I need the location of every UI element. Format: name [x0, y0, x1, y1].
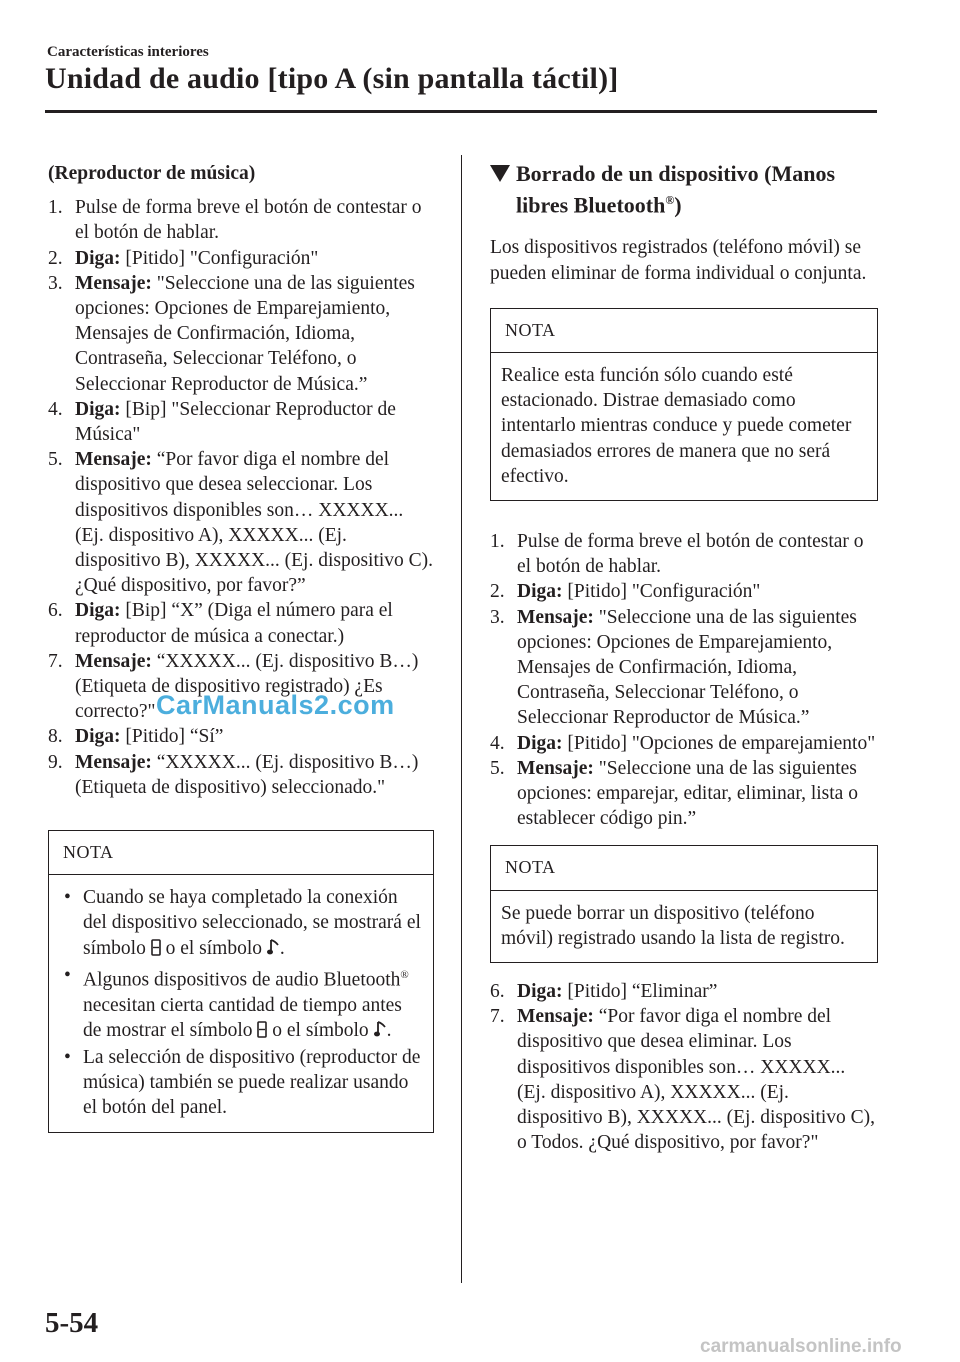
- step-item: [490, 731, 878, 756]
- step-number: 6.: [490, 981, 505, 1002]
- step-label: Diga:: [517, 981, 568, 1002]
- bullet-marker: •: [64, 887, 71, 909]
- step-label: Mensaje:: [75, 449, 157, 471]
- step-item: [490, 756, 878, 832]
- note-bullet: [59, 963, 423, 1045]
- note-text: Cuando se haya completado la conexión del dispositivo seleccionado, se mostrará el símbolo: [83, 887, 421, 959]
- heading-line: ): [674, 192, 682, 218]
- note-text: necesitan cierta cantidad de tiempo antes de mostrar el símbolo: [83, 994, 402, 1041]
- triangle-bullet-icon: [490, 165, 510, 182]
- right-steps-list-b: [490, 979, 878, 1155]
- step-text: “Por favor diga el nombre del dispositivo que desea seleccionar. Los dispositivos disponibles son… XXXXX... (Ej. dispositivo A), XXXXX... (Ej. dispositivo B), XXXXX... (Ej. dispositivo C). ¿Qué dispositivo, por favor?”: [75, 449, 434, 597]
- step-item: [48, 447, 434, 598]
- step-text: "Seleccione una de las siguientes opciones: emparejar, editar, eliminar, lista o establecer código pin.”: [517, 757, 858, 830]
- step-text: “Por favor diga el nombre del dispositivo que desea eliminar. Los dispositivos disponibles son… XXXXX... (Ej. dispositivo A), XXXXX... (Ej. dispositivo B), XXXXX... (Ej. dispositivo C), o Todos. ¿Qué dispositivo, por favor?": [517, 1006, 876, 1154]
- step-number: 8.: [48, 726, 63, 748]
- step-text: [Pitido] "Opciones de emparejamiento": [567, 732, 876, 754]
- note-text: o el símbolo: [160, 937, 267, 959]
- step-number: 6.: [48, 600, 63, 622]
- note-heading: NOTA: [491, 309, 877, 353]
- step-number: 4.: [48, 398, 63, 420]
- registered-mark: ®: [665, 193, 675, 207]
- step-item: [490, 529, 878, 579]
- step-item: [490, 605, 878, 731]
- step-text: [Bip] “X” (Diga el número para el reproductor de música a conectar.): [75, 600, 393, 647]
- step-item: [48, 397, 434, 447]
- step-number: 3.: [490, 606, 505, 628]
- step-label: Mensaje:: [517, 606, 599, 628]
- note-text: Algunos dispositivos de audio Bluetooth: [83, 969, 401, 991]
- note-bullet: [59, 1045, 423, 1121]
- section-label: Características interiores: [47, 44, 209, 60]
- step-item: [48, 750, 434, 800]
- right-column: [490, 161, 878, 1155]
- left-column: [48, 161, 434, 1133]
- step-label: Diga:: [75, 600, 126, 622]
- step-text: [Pitido] "Configuración": [125, 247, 319, 269]
- footer-site-text: carmanualsonline.info: [700, 1336, 902, 1357]
- step-number: 7.: [48, 650, 63, 672]
- step-label: Mensaje:: [75, 272, 157, 294]
- step-label: Diga:: [75, 726, 126, 748]
- note-bullets: [59, 885, 423, 1120]
- subhead-music-player: (Reproductor de música): [48, 163, 256, 184]
- note-box-right-1: [490, 308, 878, 501]
- step-text: Pulse de forma breve el botón de contestar o el botón de hablar.: [517, 530, 864, 578]
- note-bullet: [59, 885, 423, 963]
- step-label: Diga:: [75, 398, 126, 420]
- note-box-left: [48, 830, 434, 1133]
- step-item: [490, 1004, 878, 1155]
- step-number: 5.: [490, 757, 505, 779]
- note-body: [49, 875, 433, 1131]
- step-text: “XXXXX... (Ej. dispositivo B…) (Etiqueta de dispositivo) seleccionado.": [75, 751, 419, 798]
- step-number: 3.: [48, 272, 63, 294]
- step-number: 9.: [48, 751, 63, 773]
- step-text: Pulse de forma breve el botón de contestar o el botón de hablar.: [75, 197, 422, 244]
- phone-connected-icon: [151, 938, 161, 963]
- note-box-right-2: [490, 845, 878, 963]
- step-text: [Pitido] “Sí”: [125, 726, 224, 748]
- step-label: Diga:: [75, 247, 126, 269]
- page-number: 5-54: [45, 1307, 99, 1339]
- heading-line: Borrado de un dispositivo (Manos: [516, 161, 836, 186]
- step-label: Diga:: [517, 732, 568, 754]
- step-text: "Seleccione una de las siguientes opciones: Opciones de Emparejamiento, Mensajes de Confirmación, Idioma, Contraseña, Seleccionar Teléfono, o Seleccionar Reproductor de Música.”: [517, 606, 857, 729]
- step-number: 1.: [48, 197, 63, 219]
- note-text: .: [279, 937, 285, 959]
- step-text: [Bip] "Seleccionar Reproductor de Música": [75, 398, 396, 446]
- registered-mark: ®: [400, 968, 409, 981]
- note-text: o el símbolo: [267, 1019, 374, 1041]
- step-text: “XXXXX... (Ej. dispositivo B…) (Etiqueta de dispositivo registrado) ¿Es correcto?": [75, 650, 419, 723]
- step-label: Diga:: [517, 581, 568, 603]
- note-heading: NOTA: [491, 846, 877, 890]
- note-body: [491, 891, 877, 962]
- note-body: [491, 353, 877, 500]
- column-divider: [461, 155, 462, 1283]
- note-text: La selección de dispositivo (reproductor de música) también se puede realizar usando el botón del panel.: [83, 1047, 421, 1119]
- step-text: [Pitido] "Configuración": [567, 581, 761, 603]
- step-item: [48, 195, 434, 245]
- step-item: [490, 579, 878, 604]
- step-label: Mensaje:: [75, 751, 157, 773]
- page-title: Unidad de audio [tipo A (sin pantalla táctil)]: [45, 62, 619, 95]
- step-item: [48, 598, 434, 648]
- section-heading-delete-device: [490, 161, 878, 218]
- note-text: Realice esta función sólo cuando esté estacionado. Distrae demasiado como intentarlo mientras conduce y puede cometer demasiados errores de manera que no será efectivo.: [501, 364, 852, 487]
- watermark-text: CarManuals2.com: [156, 690, 395, 720]
- note-text: Se puede borrar un dispositivo (teléfono móvil) registrado usando la lista de registro.: [501, 902, 845, 949]
- step-number: 2.: [490, 581, 505, 603]
- note-heading: NOTA: [49, 831, 433, 875]
- step-text: "Seleccione una de las siguientes opciones: Opciones de Emparejamiento, Mensajes de Confirmación, Idioma, Contraseña, Seleccionar Teléfono, o Seleccionar Reproductor de Música.”: [75, 272, 415, 395]
- step-item: [490, 979, 878, 1004]
- bullet-marker: •: [64, 1047, 71, 1068]
- music-note-icon: [267, 938, 280, 963]
- step-number: 5.: [48, 449, 63, 471]
- step-number: 4.: [490, 732, 505, 754]
- music-note-icon: [374, 1020, 387, 1045]
- step-label: Mensaje:: [517, 757, 599, 779]
- step-number: 1.: [490, 530, 505, 552]
- phone-connected-icon: [257, 1020, 267, 1045]
- step-item: [48, 271, 434, 397]
- heading-line: libres Bluetooth: [516, 192, 666, 218]
- step-item: [48, 724, 434, 749]
- note-text: .: [386, 1019, 392, 1041]
- step-label: Mensaje:: [517, 1006, 599, 1028]
- intro-paragraph: Los dispositivos registrados (teléfono móvil) se pueden eliminar de forma individual o conjunta.: [490, 237, 867, 284]
- step-number: 7.: [490, 1006, 505, 1028]
- step-text: [Pitido] “Eliminar”: [567, 981, 718, 1002]
- right-steps-list-a: [490, 529, 878, 831]
- bullet-marker: •: [64, 964, 71, 986]
- step-item: [48, 246, 434, 271]
- step-label: Mensaje:: [75, 650, 157, 672]
- header-rule: [45, 110, 877, 113]
- step-number: 2.: [48, 247, 63, 269]
